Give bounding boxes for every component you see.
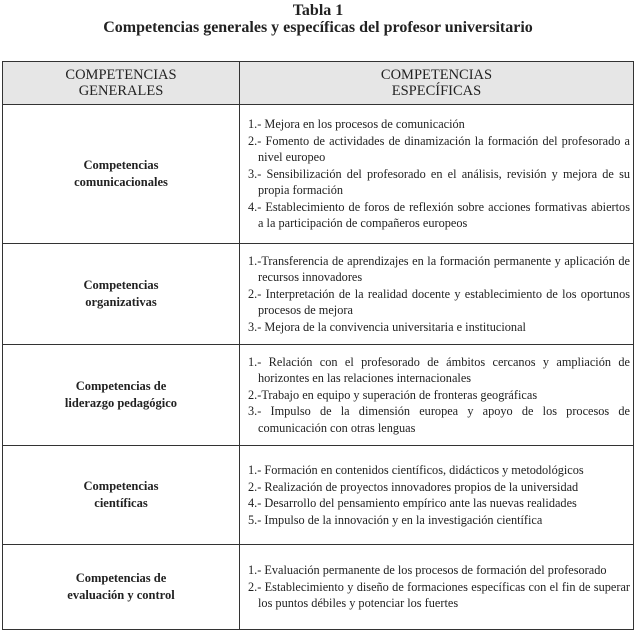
- header-line: GENERALES: [78, 83, 164, 99]
- general-line: Competencias de: [75, 571, 167, 585]
- specific-competencies: [240, 345, 634, 446]
- specific-competencies: [240, 105, 634, 244]
- table-title: Competencias generales y específicas del profesor universitario: [103, 19, 533, 36]
- table-row: [3, 345, 634, 446]
- specific-item: 1.- Mejora en los procesos de comunicación: [248, 117, 465, 132]
- specific-item: 1.- Relación con el profesorado de ámbitos cercanos y ampliación de horizontes en las relaciones internacionales: [248, 354, 630, 386]
- specific-item: 1.- Evaluación permanente de los procesos de formación del profesorado: [248, 563, 607, 578]
- specific-item: 2.- Fomento de actividades de dinamización la formación del profesorado a nivel europeo: [248, 133, 630, 165]
- general-competency: [3, 345, 240, 446]
- general-line: Competencias: [83, 479, 159, 493]
- general-competency: [3, 105, 240, 244]
- general-line: Competencias: [83, 278, 159, 292]
- specific-item: 1.-Transferencia de aprendizajes en la formación permanente y aplicación de recursos innovadores: [248, 253, 630, 285]
- specific-item: 5.- Impulso de la innovación y en la investigación científica: [248, 512, 543, 527]
- competencies-table: [2, 61, 634, 630]
- table-row: [3, 446, 634, 545]
- table-header-row: [3, 62, 634, 105]
- general-competency: [3, 545, 240, 630]
- specific-item: 1.- Formación en contenidos científicos, didácticos y metodológicos: [248, 463, 584, 477]
- header-line: COMPETENCIAS: [380, 67, 493, 83]
- general-line: Competencias de: [75, 379, 167, 393]
- general-line: Competencias: [83, 158, 159, 172]
- specific-item: 2.- Establecimiento y diseño de formaciones específicas con el fin de superar los puntos débiles y potenciar los fuertes: [248, 579, 630, 611]
- table-row: [3, 244, 634, 345]
- general-line: científicas: [94, 496, 148, 510]
- general-line: liderazgo pedagógico: [64, 396, 178, 410]
- specific-item: 2.-Trabajo en equipo y superación de fronteras geográficas: [248, 387, 538, 402]
- header-general: [3, 62, 240, 105]
- specific-item: 3.- Sensibilización del profesorado en el análisis, revisión y mejora de su propia formación: [248, 166, 630, 198]
- specific-item: 4.- Establecimiento de foros de reflexión sobre acciones formativas abiertos a la participación de compañeros europeos: [248, 199, 630, 231]
- specific-competencies: [240, 446, 634, 545]
- specific-competencies: [240, 244, 634, 345]
- general-competency: [3, 446, 240, 545]
- table-number: Tabla 1: [292, 2, 344, 19]
- general-line: comunicacionales: [74, 175, 168, 189]
- table-row: [3, 545, 634, 630]
- general-line: organizativas: [85, 295, 157, 309]
- specific-item: 3.- Impulso de la dimensión europea y apoyo de los procesos de comunicación con otras lenguas: [248, 404, 630, 435]
- general-line: evaluación y control: [67, 588, 175, 602]
- specific-item: 2.- Interpretación de la realidad docente y establecimiento de los oportunos procesos de mejora: [248, 286, 630, 318]
- specific-item: 4.- Desarrollo del pensamiento empírico ante las nuevas realidades: [248, 496, 577, 510]
- specific-competencies: [240, 545, 634, 630]
- specific-item: 3.- Mejora de la convivencia universitaria e institucional: [248, 319, 526, 334]
- header-specific: [240, 62, 634, 105]
- header-line: ESPECÍFICAS: [391, 83, 482, 99]
- table-row: [3, 105, 634, 244]
- specific-item: 2.- Realización de proyectos innovadores propios de la universidad: [248, 479, 579, 494]
- general-competency: [3, 244, 240, 345]
- header-line: COMPETENCIAS: [65, 67, 177, 83]
